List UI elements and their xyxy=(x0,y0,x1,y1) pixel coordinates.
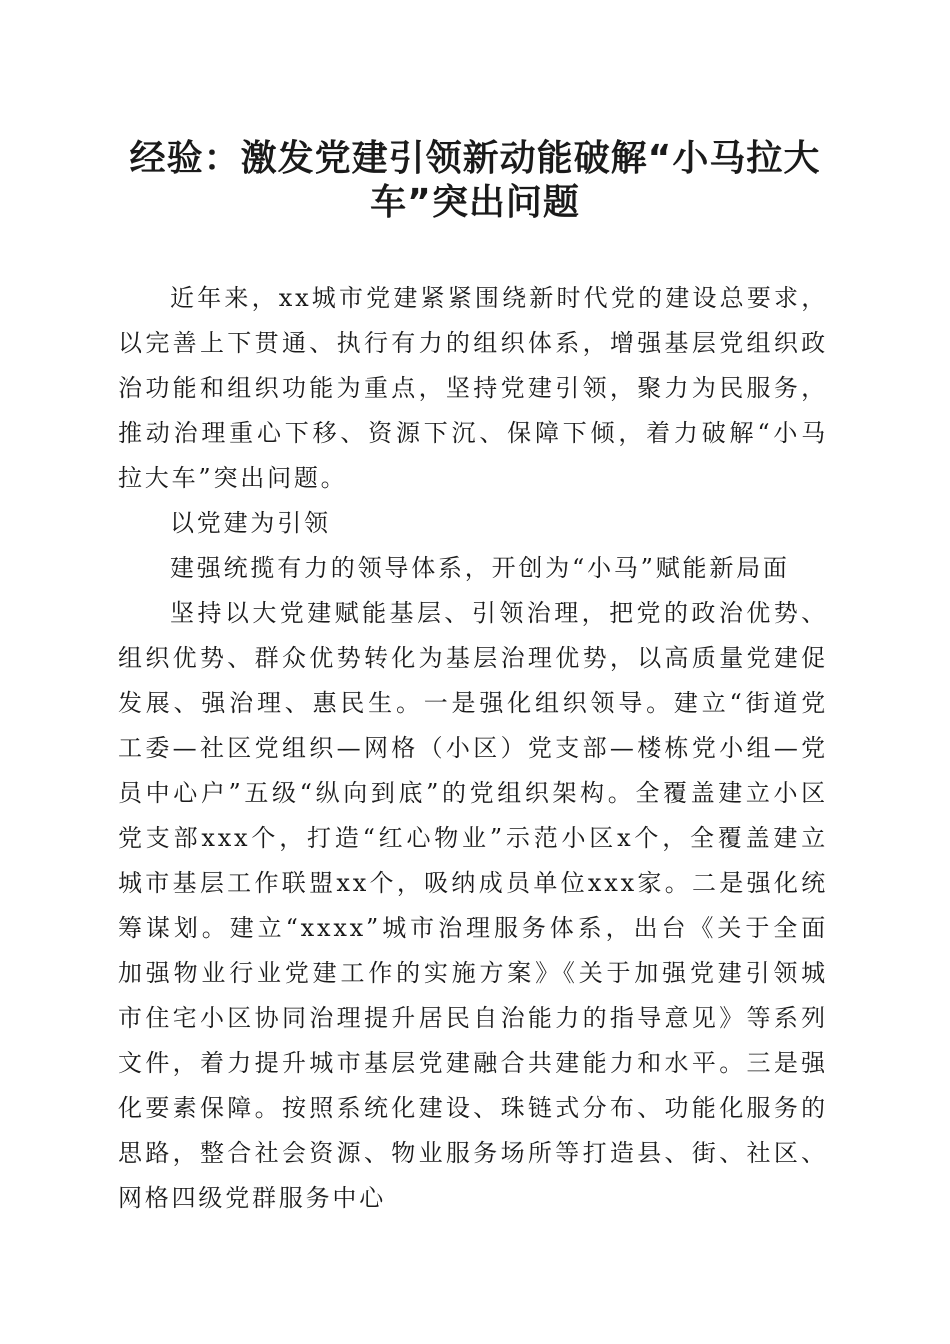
section-heading: 以党建为引领 xyxy=(170,509,331,537)
document-title: 经验：激发党建引领新动能破解“小马拉大车”突出问题 xyxy=(129,138,821,223)
body-paragraph: 坚持以大党建赋能基层、引领治理，把党的政治优势、组织优势、群众优势转化为基层治理优势，以高质量党建促发展、强治理、惠民生。一是强化组织领导。建立“街道党工委—社区党组织—网格（小区）党支部—楼栋党小组—党员中心户”五级“纵向到底”的党组织架构。全覆盖建立小区党支部xxx个，打造“红心物业”示范小区x个，全覆盖建立城市基层工作联盟xx个，吸纳成员单位xxx家。二是强化统筹谋划。建立“xxxx”城市治理服务体系，出台《关于全面加强物业行业党建工作的实施方案》《关于加强党建引领城市住宅小区协同治理提升居民自治能力的指导意见》等系列文件，着力提升城市基层党建融合共建能力和水平。三是强化要素保障。按照系统化建设、珠链式分布、功能化服务的思路，整合社会资源、物业服务场所等打造县、街、社区、网格四级党群服务中心 xyxy=(118,599,828,1212)
document-body xyxy=(118,276,828,1221)
subsection-heading: 建强统揽有力的领导体系，开创为“小马”赋能新局面 xyxy=(170,554,790,582)
intro-paragraph: 近年来，xx城市党建紧紧围绕新时代党的建设总要求，以完善上下贯通、执行有力的组织体系，增强基层党组织政治功能和组织功能为重点，坚持党建引领，聚力为民服务，推动治理重心下移、资源下沉、保障下倾，着力破解“小马拉大车”突出问题。 xyxy=(118,284,828,492)
